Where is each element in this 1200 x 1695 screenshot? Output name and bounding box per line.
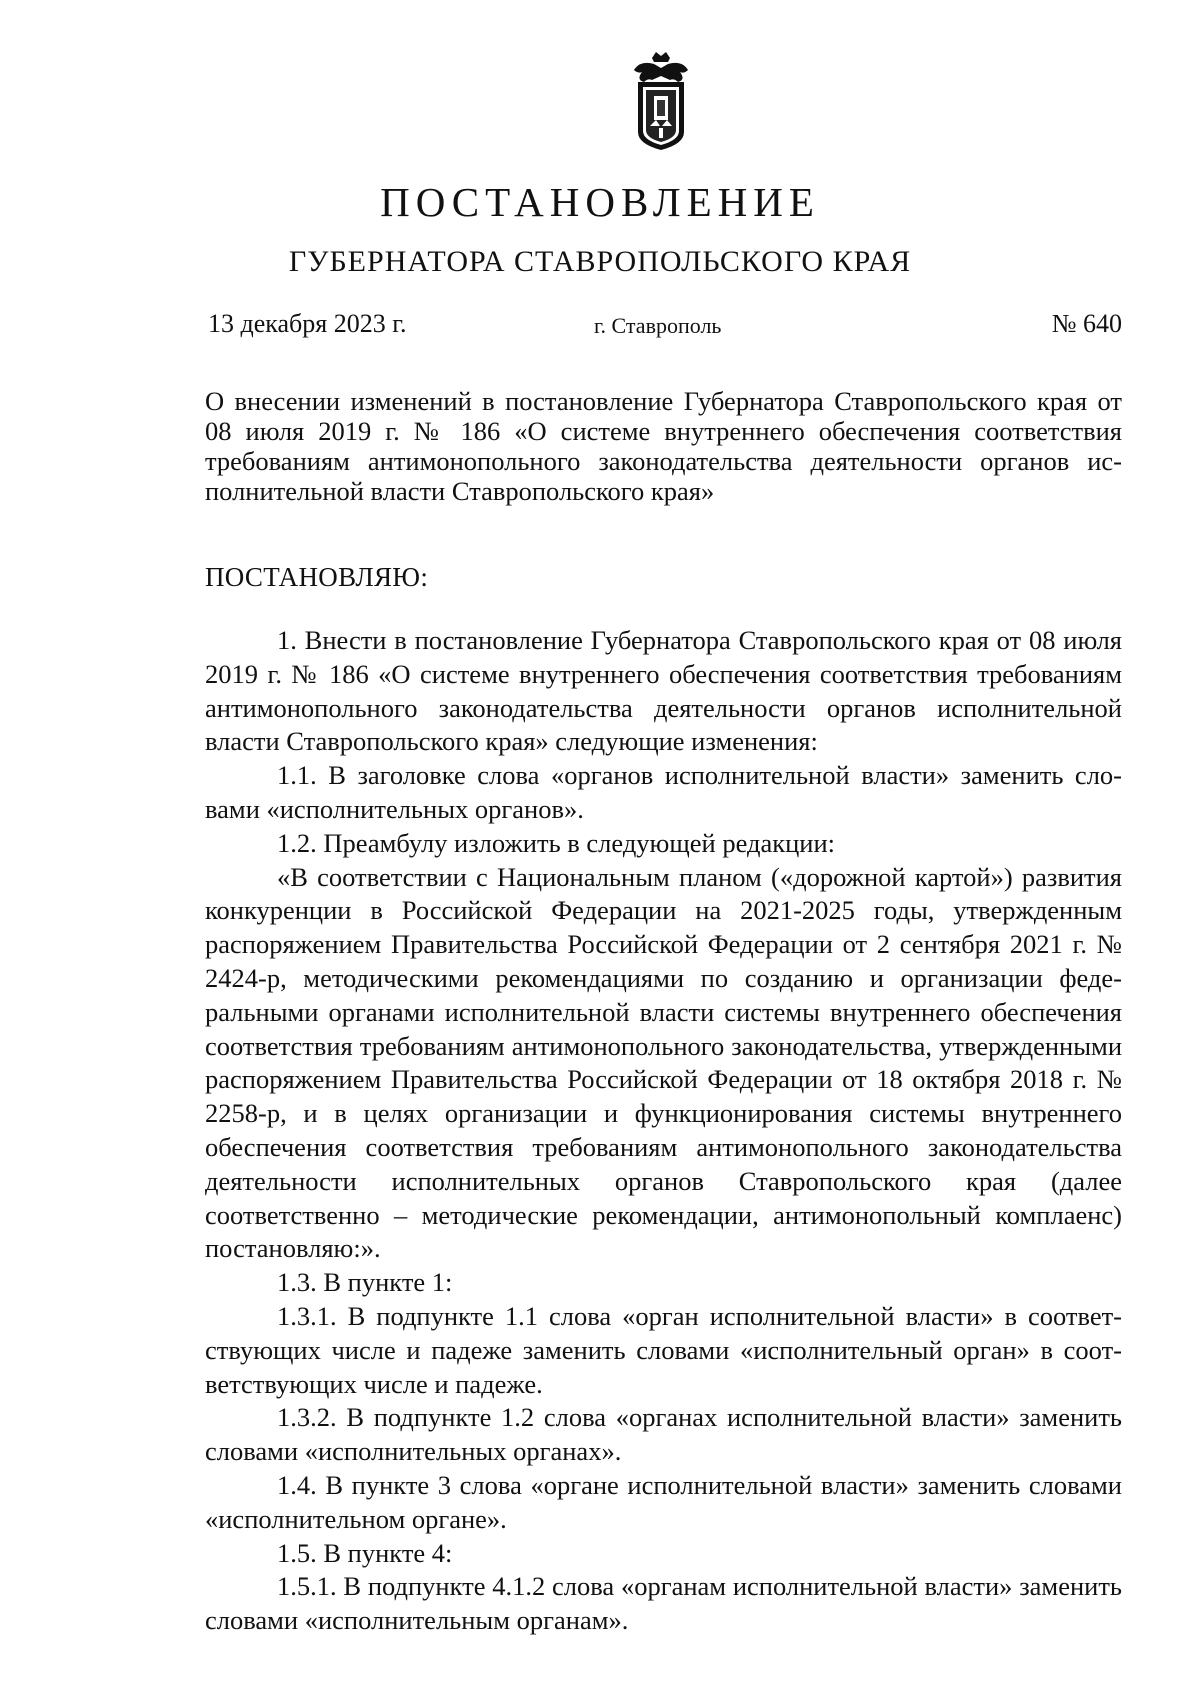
paragraph: 1.5.1. В подпункте 4.1.2 слова «органам исполнительной власти» заменить словами «исполнительным органам». [205,1571,1122,1636]
paragraph: 1.4. В пункте 3 слова «органе исполнительной власти» заменить словами «исполнительном органе». [205,1469,1122,1534]
document-city: г. Ставрополь [594,313,722,338]
document-subtitle: ГУБЕРНАТОРА СТАВРОПОЛЬСКОГО КРАЯ [288,245,912,278]
paragraph: 1.3.1. В подпункте 1.1 слова «орган исполнительной власти» в соответствующих числе и падеже заменить словами «исполнительный орган» в соответствующих числе и падеже. [205,1300,1122,1399]
decree-word: ПОСТАНОВЛЯЮ: [205,562,429,592]
document-number: № 640 [1051,309,1122,338]
paragraph: 1.3.2. В подпункте 1.2 слова «органах исполнительной власти» заменить словами «исполнительных органах». [205,1402,1122,1467]
document-title: ПОСТАНОВЛЕНИЕ [380,179,820,225]
paragraph: 1.3. В пункте 1: [277,1267,453,1298]
paragraph: 1. Внести в постановление Губернатора Ставропольского края от 08 июля 2019 г. № 186 «О системе внутреннего обеспечения соответствия требованиям антимонопольного законодательства деятельности органов исполнительной власти Ставропольского края» следующие изменения: [205,625,1122,757]
document-body [205,624,1122,1638]
document-date: 13 декабря 2023 г. [208,309,407,338]
document-subject: О внесении изменений в постановление Губернатора Ставропольского края от 08 июля 2019 г. № 186 «О системе внутреннего обеспечения соответствия требованиям антимонопольного законодательства деятельности органов исполнительной власти Ставропольского края» [205,386,1122,506]
coat-of-arms-emblem-icon [630,52,692,152]
paragraph: 1.1. В заголовке слова «органов исполнительной власти» заменить словами «исполнительных органов». [205,760,1122,824]
paragraph: «В соответствии с Национальным планом («дорожной картой») развития конкуренции в Российской Федерации на 2021-2025 годы, утвержденным распоряжением Правительства Российской Федерации от 2 сентября 2021 г. № 2424-р, методическими рекомендациями по созданию и организации федеральными органами исполнительной власти системы внутреннего обеспечения соответствия требованиям антимонопольного законодательства, утвержденными распоряжением Правительства Российской Федерации от 18 октября 2018 г. № 2258-р, и в целях организации и функционирования системы внутреннего обеспечения соответствия требованиям антимонопольного законодательства деятельности исполнительных органов Ставропольского края (далее соответственно – методические рекомендации, антимонопольный комплаенс) постановляю:». [205,861,1122,1264]
paragraph: 1.5. В пункте 4: [277,1537,453,1568]
paragraph: 1.2. Преамбулу изложить в следующей редакции: [277,827,836,858]
